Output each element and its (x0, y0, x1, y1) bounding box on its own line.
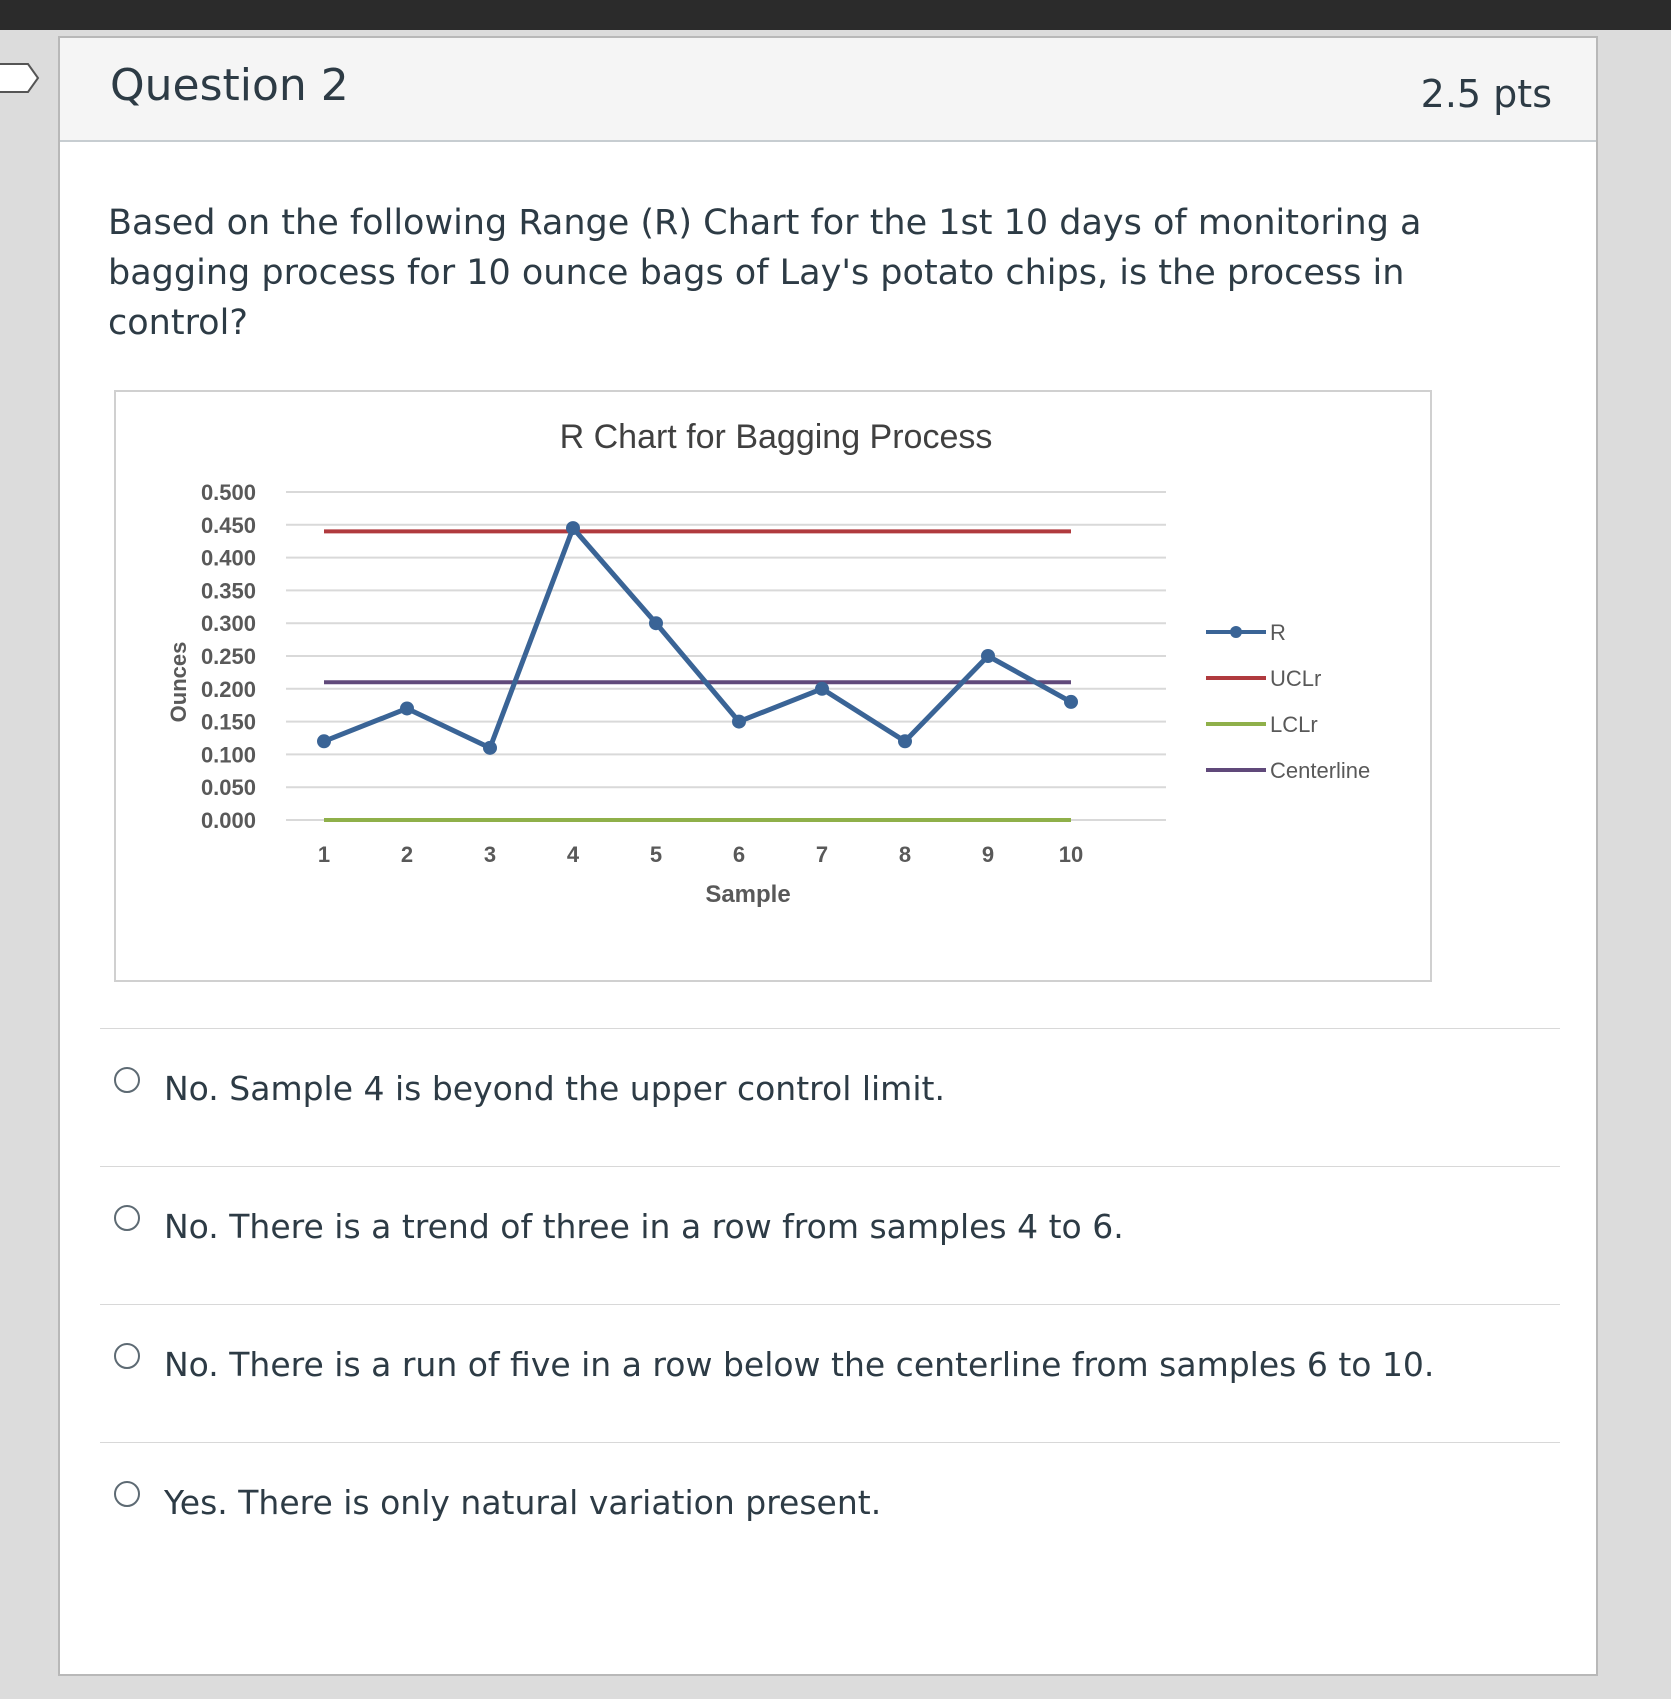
data-point (732, 715, 746, 729)
radio-button[interactable] (114, 1205, 140, 1231)
legend-label: UCLr (1270, 666, 1322, 691)
x-tick-label: 5 (649, 842, 663, 867)
y-tick-label: 0.000 (200, 808, 256, 833)
chart-title: R Chart for Bagging Process (559, 418, 993, 456)
data-point (483, 741, 497, 755)
y-tick-label: 0.350 (200, 578, 256, 604)
question-header (60, 38, 1596, 142)
answer-option-4[interactable] (100, 1442, 1560, 1588)
data-point (317, 734, 331, 748)
y-tick-label: 0.500 (200, 480, 256, 505)
data-point (815, 682, 829, 696)
y-tick-label: 0.250 (200, 644, 256, 669)
y-axis-label: Ounces (166, 641, 191, 723)
x-axis-label: Sample (705, 881, 791, 908)
x-tick-label: 8 (898, 842, 912, 867)
legend-label: LCLr (1270, 712, 1318, 737)
question-flag-icon[interactable] (0, 62, 40, 94)
answer-option-3[interactable] (100, 1304, 1560, 1450)
x-tick-label: 7 (815, 842, 829, 867)
answer-label[interactable]: No. There is a trend of three in a row from samples 4 to 6. (164, 1207, 1124, 1246)
data-point (1064, 695, 1078, 709)
radio-button[interactable] (114, 1067, 140, 1093)
data-point (566, 521, 580, 535)
answer-label[interactable]: Yes. There is only natural variation present. (164, 1483, 882, 1522)
x-tick-label: 10 (1058, 842, 1084, 867)
x-tick-label: 3 (483, 842, 497, 867)
series-line-r (324, 528, 1071, 748)
question-card (58, 36, 1598, 1676)
radio-button[interactable] (114, 1481, 140, 1507)
question-points: 2.5 pts (1420, 72, 1552, 116)
data-point (898, 734, 912, 748)
chart-legend (1206, 620, 1370, 783)
x-tick-label: 9 (981, 842, 995, 867)
answer-label[interactable]: No. Sample 4 is beyond the upper control limit. (164, 1069, 945, 1108)
x-tick-label: 4 (566, 842, 580, 867)
y-tick-label: 0.100 (200, 742, 256, 768)
legend-marker (1230, 626, 1242, 638)
y-tick-label: 0.400 (200, 545, 256, 571)
legend-label: Centerline (1270, 758, 1371, 783)
answer-option-2[interactable] (100, 1166, 1560, 1312)
answer-label[interactable]: No. There is a run of five in a row below the centerline from samples 6 to 10. (164, 1345, 1435, 1384)
x-tick-label: 1 (317, 842, 331, 867)
y-tick-label: 0.050 (200, 775, 256, 801)
question-text: Based on the following Range (R) Chart for the 1st 10 days of monitoring a bagging process for 10 ounce bags of Lay's potato chips, is the process in control? (108, 203, 1422, 343)
y-tick-label: 0.450 (200, 512, 256, 538)
top-bar (0, 0, 1671, 30)
data-point (981, 649, 995, 663)
y-tick-label: 0.300 (200, 611, 256, 637)
y-tick-label: 0.150 (200, 709, 256, 735)
y-tick-label: 0.200 (200, 676, 256, 702)
question-title: Question 2 (110, 60, 349, 111)
x-tick-label: 2 (400, 842, 414, 867)
data-point (649, 616, 663, 630)
r-chart-svg (116, 392, 1430, 980)
x-tick-label: 6 (732, 842, 746, 867)
answer-option-1[interactable] (100, 1028, 1560, 1174)
legend-label: R (1270, 620, 1286, 645)
radio-button[interactable] (114, 1343, 140, 1369)
r-chart (114, 390, 1432, 982)
data-point (400, 701, 414, 715)
